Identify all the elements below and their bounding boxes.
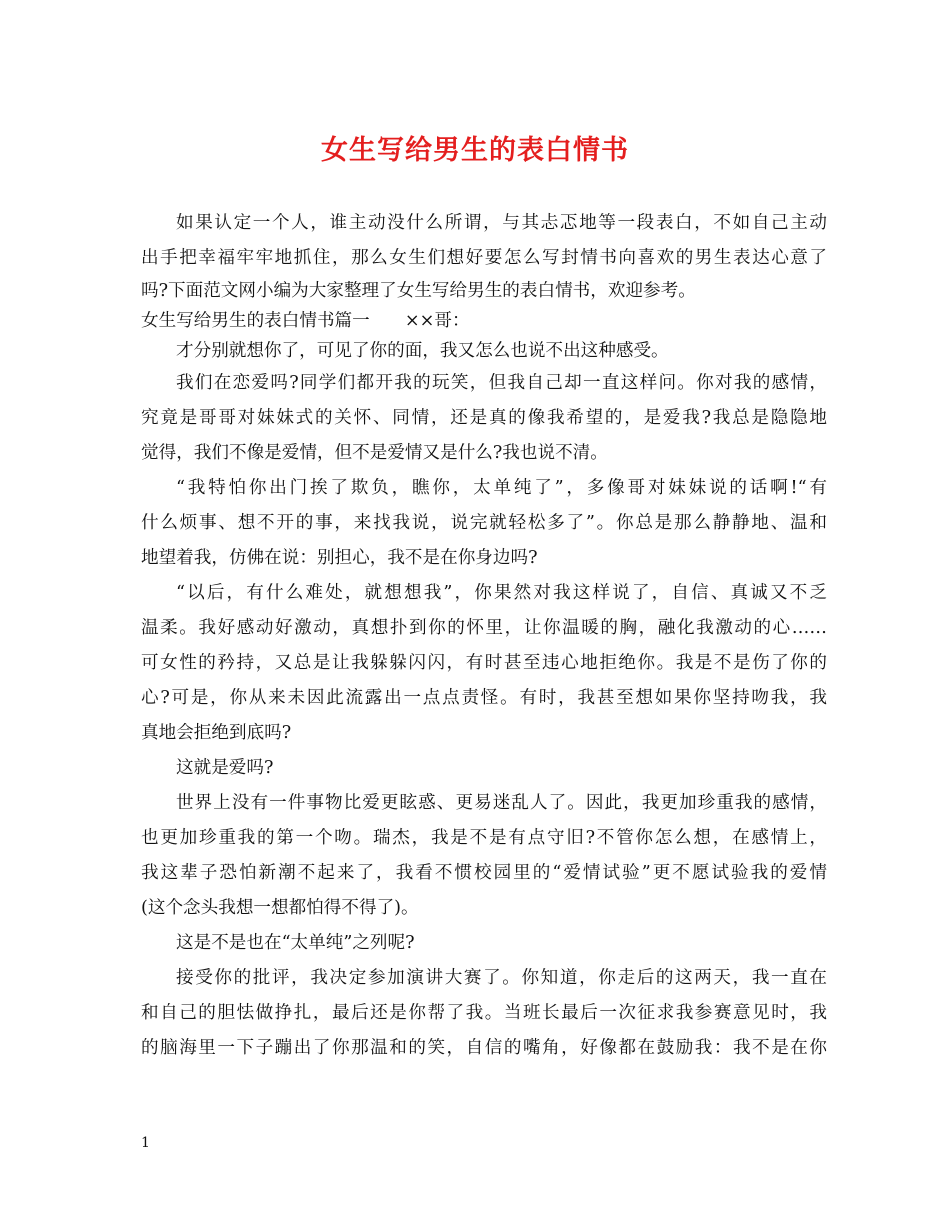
paragraph-line: 心?可是，你从来未因此流露出一点点责怪。有时，我甚至想如果你坚持吻我，我 <box>141 688 827 708</box>
paragraph-line: 也更加珍重我的第一个吻。瑞杰，我是不是有点守旧?不管你怎么想，在感情上， <box>141 828 827 848</box>
paragraph-line: 真地会拒绝到底吗? <box>141 723 292 743</box>
paragraph-line: 什么烦事、想不开的事，来找我说，说完就轻松多了”。你总是那么静静地、温和 <box>141 513 827 533</box>
document-title: 女生写给男生的表白情书 <box>321 135 629 166</box>
paragraph-line: 我们在恋爱吗?同学们都开我的玩笑，但我自己却一直这样问。你对我的感情， <box>176 373 827 393</box>
paragraph-line: 可女性的矜持，又总是让我躲躲闪闪，有时甚至违心地拒绝你。我是不是伤了你的 <box>141 653 827 673</box>
paragraph-line: 出手把幸福牢牢地抓住，那么女生们想好要怎么写封情书向喜欢的男生表达心意了 <box>141 248 827 268</box>
paragraph-line: 如果认定一个人，谁主动没什么所谓，与其忐忑地等一段表白，不如自己主动 <box>176 213 827 233</box>
paragraph-line: 这是不是也在“太单纯”之列呢? <box>176 933 415 953</box>
page-number: 1 <box>141 1135 150 1151</box>
paragraph-line: 吗?下面范文网小编为大家整理了女生写给男生的表白情书，欢迎参考。 <box>141 281 696 301</box>
paragraph-line: “我特怕你出门挨了欺负，瞧你，太单纯了”，多像哥对妹妹说的话啊!“有 <box>176 478 827 498</box>
paragraph-line: 才分别就想你了，可见了你的面，我又怎么也说不出这种感受。 <box>176 341 669 361</box>
paragraph-line: 的脑海里一下子蹦出了你那温和的笑，自信的嘴角，好像都在鼓励我：我不是在你 <box>141 1038 827 1058</box>
paragraph-line: 地望着我，仿佛在说：别担心，我不是在你身边吗? <box>141 548 538 568</box>
paragraph-line: “以后，有什么难处，就想想我”，你果然对我这样说了，自信、真诚又不乏 <box>176 583 827 603</box>
paragraph-line: 接受你的批评，我决定参加演讲大赛了。你知道，你走后的这两天，我一直在 <box>176 968 827 988</box>
paragraph-line: 我这辈子恐怕新潮不起来了，我看不惯校园里的“爱情试验”更不愿试验我的爱情 <box>141 863 827 883</box>
paragraph-line: (这个念头我想一想都怕得不得了)。 <box>141 898 419 918</box>
paragraph-line: 世界上没有一件事物比爱更眩惑、更易迷乱人了。因此，我更加珍重我的感情， <box>176 793 827 813</box>
section-heading-line: 女生写给男生的表白情书篇一 ××哥： <box>141 311 470 331</box>
paragraph-line: 究竟是哥哥对妹妹式的关怀、同情，还是真的像我希望的，是爱我?我总是隐隐地 <box>141 408 827 428</box>
paragraph-line: 温柔。我好感动好激动，真想扑到你的怀里，让你温暖的胸，融化我激动的心…… <box>141 618 827 638</box>
paragraph-line: 和自己的胆怯做挣扎，最后还是你帮了我。当班长最后一次征求我参赛意见时，我 <box>141 1003 827 1023</box>
paragraph-line: 这就是爱吗? <box>176 758 274 778</box>
document-body <box>141 206 827 1066</box>
paragraph-line: 觉得，我们不像是爱情，但不是爱情又是什么?我也说不清。 <box>141 443 608 463</box>
